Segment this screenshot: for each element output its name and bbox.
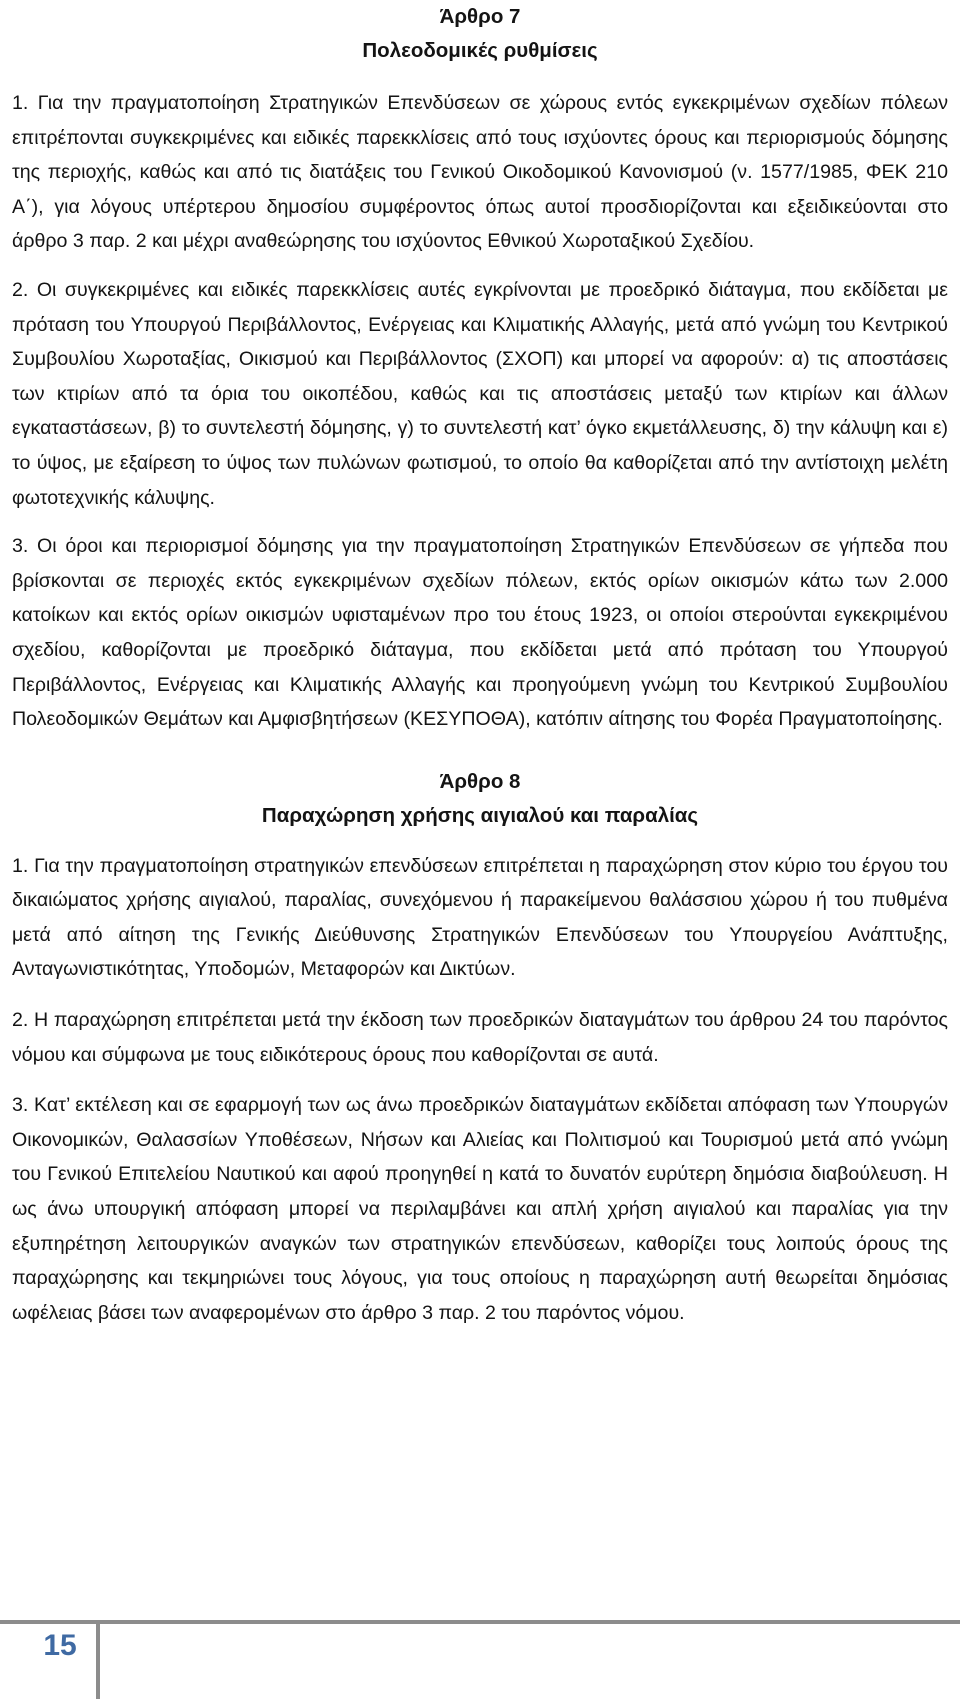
article-8-paragraph-3: 3. Κατ’ εκτέλεση και σε εφαρμογή των ως άνω προεδρικών διαταγμάτων εκδίδεται απόφαση των Υπουργών Οικονομικών, Θαλασσίων Υποθέσεων, Νήσων και Αλιείας και Πολιτισμού και Τουρισμού μετά από γνώμη του Γενικού Επιτελείου Ναυτικού και αφού προηγηθεί η κατά το δυνατόν ευρύτερη δημόσια διαβούλευση. Η ως άνω υπουργική απόφαση μπορεί να περιλαμβάνει και απλή χρήση αιγιαλού και παραλίας για την εξυπηρέτηση λειτουργικών αναγκών των στρατηγικών επενδύσεων, καθορίζει τους λοιπούς όρους της παραχώρησης και τεκμηριώνει τους λόγους, για τους οποίους η παραχώρηση αυτή θεωρείται δημόσιας ωφέλειας βάσει των αναφερομένων στο άρθρο 3 παρ. 2 του παρόντος νόμου.: [12, 1094, 948, 1324]
article-7-paragraph-3: 3. Οι όροι και περιορισμοί δόμησης για την πραγματοποίηση Στρατηγικών Επενδύσεων σε γήπεδα που βρίσκονται σε περιοχές εκτός εγκεκριμένων σχεδίων πόλεων, εκτός ορίων οικισμών κάτω των 2.000 κατοίκων και εκτός ορίων οικισμών υφισταμένων προ του έτους 1923, οι οποίοι στερούνται εγκεκριμένου σχεδίου, καθορίζονται με προεδρικό διάταγμα, που εκδίδεται μετά από πρόταση του Υπουργού Περιβάλλοντος, Ενέργειας και Κλιματικής Αλλαγής και προηγούμενη γνώμη του Κεντρικού Συμβουλίου Πολεοδομικών Θεμάτων και Αμφισβητήσεων (ΚΕΣΥΠΟΘΑ), κατόπιν αίτησης του Φορέα Πραγματοποίησης.: [12, 535, 948, 731]
article-8-paragraph-2: 2. Η παραχώρηση επιτρέπεται μετά την έκδοση των προεδρικών διαταγμάτων του άρθρου 24 του παρόντος νόμου και σύμφωνα με τους ειδικότερους όρους που καθορίζονται σε αυτά.: [12, 1009, 948, 1066]
article-8-title: Άρθρο 8: [439, 769, 521, 793]
page-number: 15: [43, 1629, 77, 1662]
article-8-subtitle: Παραχώρηση χρήσης αιγιαλού και παραλίας: [261, 803, 699, 827]
article-7-title: Άρθρο 7: [439, 5, 521, 28]
document-page: [12, 0, 948, 1330]
footer-vertical-divider: [96, 1624, 100, 1699]
footer-divider: [0, 1620, 960, 1624]
article-7-subtitle: Πολεοδομικές ρυθμίσεις: [362, 39, 598, 62]
article-7-paragraph-1: 1. Για την πραγματοποίηση Στρατηγικών Επενδύσεων σε χώρους εντός εγκεκριμένων σχεδίων πόλεων επιτρέπονται συγκεκριμένες και ειδικές παρεκκλίσεις από τους ισχύοντες όρους και περιορισμούς δόμησης της περιοχής, καθώς και από τις διατάξεις του Γενικού Οικοδομικού Κανονισμού (ν. 1577/1985, ΦΕΚ 210 Α΄), για λόγους υπέρτερου δημοσίου συμφέροντος όπως αυτοί προσδιορίζονται και εξειδικεύονται στο άρθρο 3 παρ. 2 και μέχρι αναθεώρησης του ισχύοντος Εθνικού Χωροταξικού Σχεδίου.: [12, 92, 948, 253]
article-8-paragraph-1: 1. Για την πραγματοποίηση στρατηγικών επενδύσεων επιτρέπεται η παραχώρηση στον κύριο του έργου του δικαιώματος χρήσης αιγιαλού, παραλίας, συνεχόμενου ή παρακείμενου θαλάσσιου χώρου ή του πυθμένα μετά από αίτηση της Γενικής Διεύθυνσης Στρατηγικών Επενδύσεων του Υπουργείου Ανάπτυξης, Ανταγωνιστικότητας, Υποδομών, Μεταφορών και Δικτύων.: [12, 854, 948, 981]
article-7-paragraph-2: 2. Οι συγκεκριμένες και ειδικές παρεκκλίσεις αυτές εγκρίνονται με προεδρικό διάταγμα, που εκδίδεται με πρόταση του Υπουργού Περιβάλλοντος, Ενέργειας και Κλιματικής Αλλαγής, μετά από γνώμη του Κεντρικού Συμβουλίου Χωροταξίας, Οικισμού και Περιβάλλοντος (ΣΧΟΠ) και μπορεί να αφορούν: α) τις αποστάσεις των κτιρίων από τα όρια του οικοπέδου, καθώς και τις αποστάσεις μεταξύ των κτιρίων και άλλων εγκαταστάσεων, β) το συντελεστή δόμησης, γ) το συντελεστή κατ’ όγκο εκμετάλλευσης, δ) την κάλυψη και ε) το ύψος, με εξαίρεση το ύψος των πυλώνων φωτισμού, το οποίο θα καθορίζεται από την αντίστοιχη μελέτη φωτοτεχνικής κάλυψης.: [12, 278, 948, 509]
